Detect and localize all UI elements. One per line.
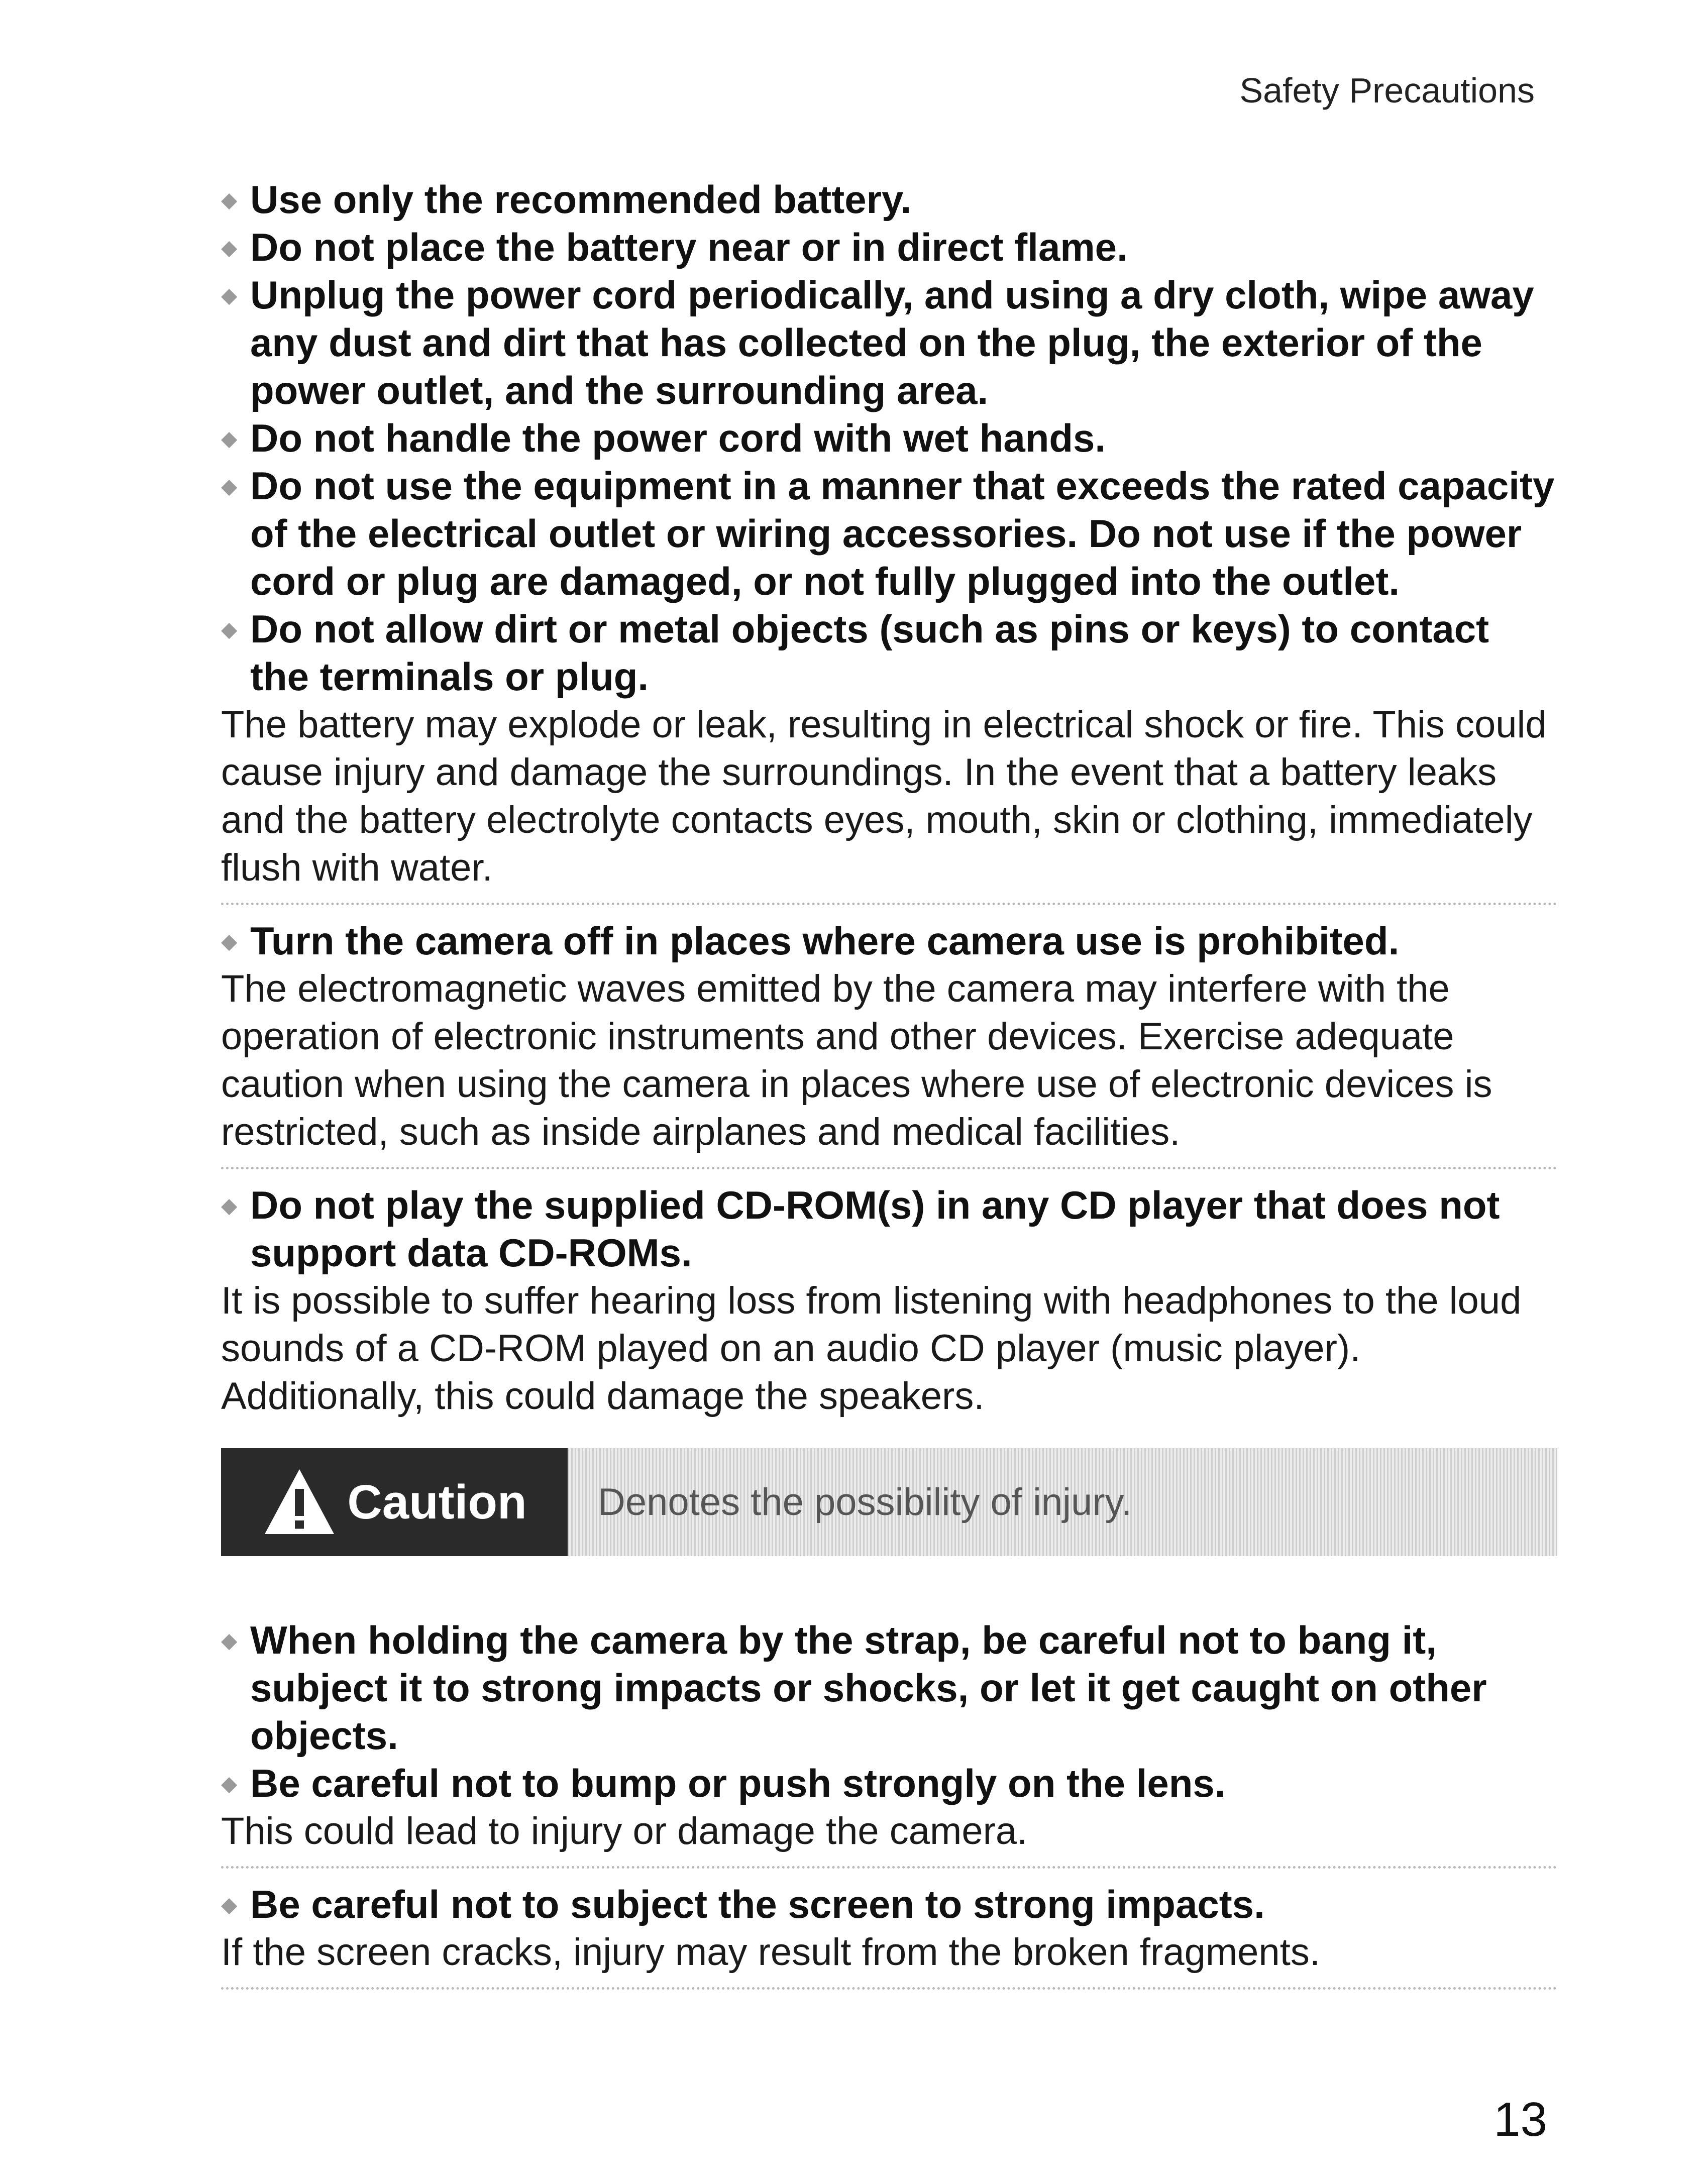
bullet-mark: ◆: [221, 236, 238, 259]
caution-label: [221, 1448, 568, 1556]
bullet-item: [221, 1760, 1557, 1807]
explanation-text: The electromagnetic waves emitted by the camera may interfere with the operation of electronic instruments and other devices. Exercise adequate caution when using the camera in places where use of electronic devices is restricted, such as inside airplanes and medical facilities.: [221, 967, 1492, 1153]
bullet-item: [221, 414, 1557, 462]
bullet-mark: ◆: [221, 188, 238, 211]
bullet-item: [221, 271, 1557, 414]
page-content: [221, 176, 1557, 2002]
bullet-mark: ◆: [221, 426, 238, 450]
bullet-mark: ◆: [221, 1893, 238, 1916]
explanation-text: If the screen cracks, injury may result from the broken fragments.: [221, 1931, 1320, 1974]
bullet-item: [221, 462, 1557, 605]
bullet-mark: ◆: [221, 617, 238, 641]
strap-lens-precautions: [221, 1616, 1557, 1855]
caution-banner: [221, 1448, 1557, 1556]
caution-description: Denotes the possibility of injury.: [568, 1448, 1557, 1556]
bullet-text: Be careful not to bump or push strongly on the lens.: [250, 1761, 1226, 1805]
dotted-divider: [221, 903, 1557, 905]
bullet-item: [221, 1616, 1557, 1760]
explanation-text: It is possible to suffer hearing loss from listening with headphones to the loud sounds of a CD-ROM played on an audio CD player (music player). Additionally, this could damage the speakers.: [221, 1279, 1522, 1418]
bullet-mark: ◆: [221, 1193, 238, 1217]
bullet-text: Do not place the battery near or in direct flame.: [250, 225, 1128, 269]
cdrom-precautions: [221, 1181, 1557, 1420]
bullet-text: Turn the camera off in places where camera use is prohibited.: [250, 919, 1400, 963]
camera-prohibited-precautions: [221, 917, 1557, 1156]
section-title: Safety Precautions: [1239, 71, 1535, 110]
bullet-text: Do not allow dirt or metal objects (such as pins or keys) to contact the terminals or plug.: [250, 607, 1489, 699]
bullet-item: [221, 1181, 1557, 1277]
dotted-divider: [221, 1866, 1557, 1869]
bullet-text: Do not play the supplied CD-ROM(s) in any CD player that does not support data CD-ROMs.: [250, 1183, 1500, 1275]
bullet-text: Use only the recommended battery.: [250, 177, 912, 222]
bullet-item: [221, 224, 1557, 271]
bullet-mark: ◆: [221, 1772, 238, 1795]
page-number: 13: [1493, 2093, 1547, 2146]
warning-triangle-icon: [262, 1465, 337, 1540]
explanation-text: The battery may explode or leak, resulting in electrical shock or fire. This could cause injury and damage the surroundings. In the event that a battery leaks and the battery electrolyte contacts eyes, mouth, skin or clothing, immediately flush with water.: [221, 703, 1547, 889]
dotted-divider: [221, 1167, 1557, 1169]
caution-label-text: Caution: [347, 1475, 527, 1529]
explanation-text: This could lead to injury or damage the camera.: [221, 1810, 1028, 1852]
battery-precautions: [221, 176, 1557, 892]
dotted-divider: [221, 1987, 1557, 1990]
screen-precautions: [221, 1881, 1557, 1976]
bullet-mark: ◆: [221, 283, 238, 307]
bullet-mark: ◆: [221, 1628, 238, 1652]
bullet-item: [221, 605, 1557, 701]
bullet-mark: ◆: [221, 929, 238, 953]
bullet-item: [221, 917, 1557, 965]
bullet-mark: ◆: [221, 474, 238, 498]
bullet-item: [221, 176, 1557, 224]
bullet-item: [221, 1881, 1557, 1928]
bullet-text: Be careful not to subject the screen to strong impacts.: [250, 1882, 1265, 1926]
bullet-text: Unplug the power cord periodically, and using a dry cloth, wipe away any dust and dirt that has collected on the plug, the exterior of the power outlet, and the surrounding area.: [250, 273, 1534, 412]
bullet-text: Do not use the equipment in a manner that exceeds the rated capacity of the electrical outlet or wiring accessories. Do not use if the power cord or plug are damaged, or not fully plugged into the outlet.: [250, 464, 1555, 603]
bullet-text: When holding the camera by the strap, be careful not to bang it, subject it to strong impacts or shocks, or let it get caught on other objects.: [250, 1618, 1487, 1758]
bullet-text: Do not handle the power cord with wet hands.: [250, 416, 1106, 460]
